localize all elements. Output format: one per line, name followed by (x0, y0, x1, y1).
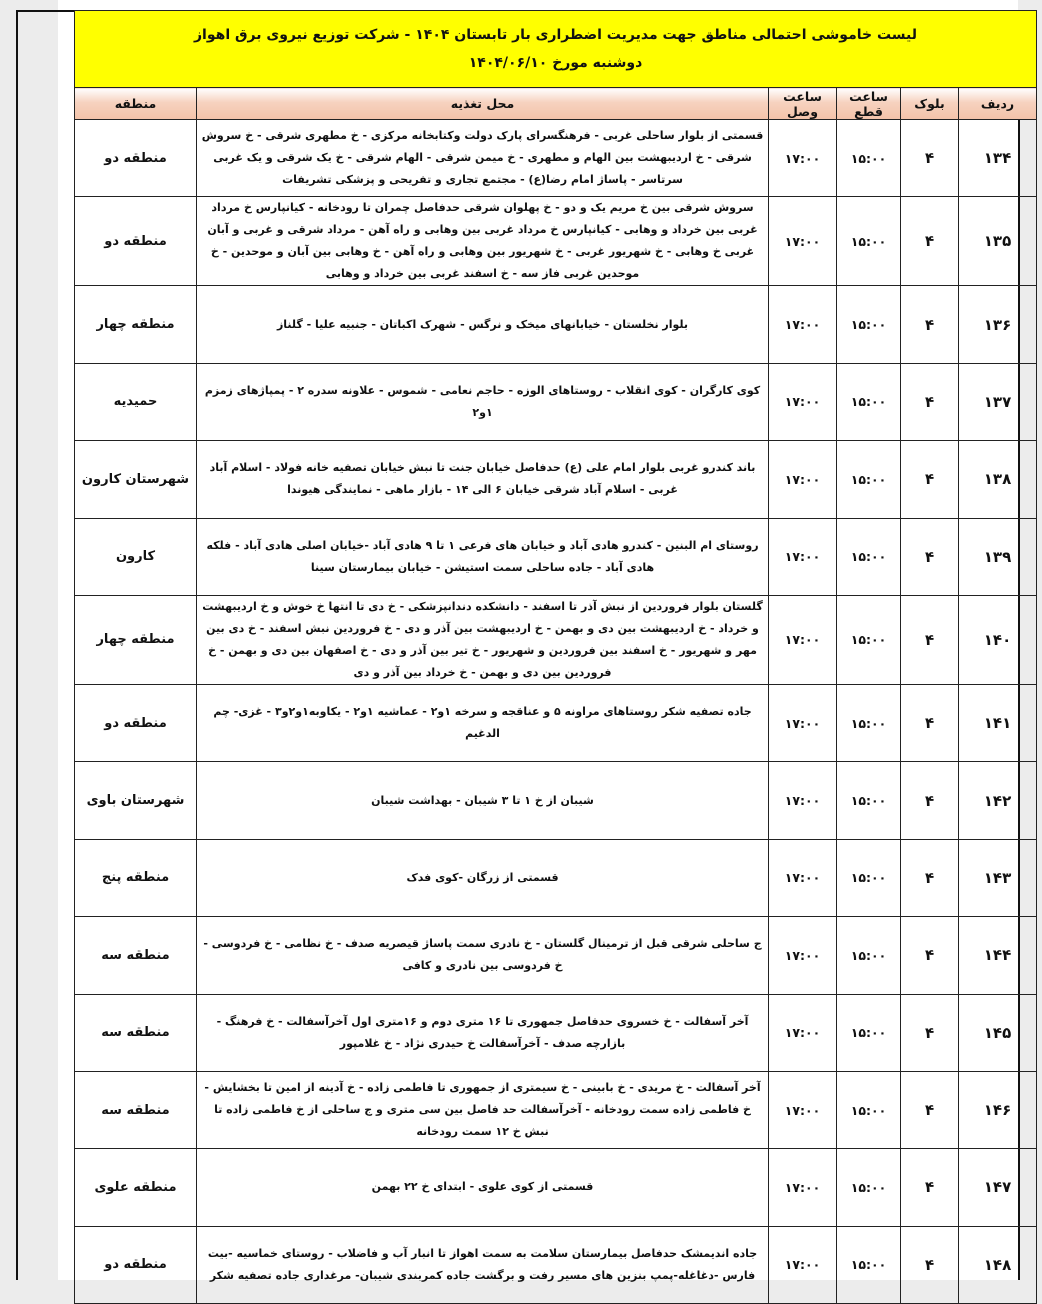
table-row (75, 120, 1037, 197)
row-number: ۱۴۳ (959, 839, 1037, 916)
header-connect-time: ساعت وصل (769, 88, 837, 120)
table-body (75, 120, 1037, 1304)
row-cut-time: ۱۵:۰۰ (837, 762, 901, 839)
row-cut-time: ۱۵:۰۰ (837, 120, 901, 197)
row-region: منطقه دو (75, 1226, 197, 1303)
row-block: ۴ (901, 441, 959, 518)
row-number: ۱۴۸ (959, 1226, 1037, 1303)
row-connect-time: ۱۷:۰۰ (769, 1071, 837, 1148)
row-cut-time: ۱۵:۰۰ (837, 1226, 901, 1303)
row-connect-time: ۱۷:۰۰ (769, 197, 837, 286)
row-block: ۴ (901, 1226, 959, 1303)
row-region: منطقه سه (75, 1071, 197, 1148)
row-block: ۴ (901, 839, 959, 916)
header-row (75, 88, 1037, 120)
row-location: قسمتی از کوی علوی - ابتدای خ ۲۲ بهمن (197, 1149, 769, 1226)
row-region: حمیدیه (75, 363, 197, 440)
row-block: ۴ (901, 286, 959, 363)
row-cut-time: ۱۵:۰۰ (837, 1149, 901, 1226)
row-region: منطقه دو (75, 197, 197, 286)
header-cut-time: ساعت قطع (837, 88, 901, 120)
row-number: ۱۴۷ (959, 1149, 1037, 1226)
row-number: ۱۴۰ (959, 595, 1037, 684)
row-location: کوی کارگران - کوی انقلاب - روستاهای الوزه - حاجم نعامی - شموس - علاونه سدره ۲ - پمپاژهای زمزم ۱و۲ (197, 363, 769, 440)
row-block: ۴ (901, 595, 959, 684)
row-region: منطقه سه (75, 917, 197, 994)
row-region: منطقه چهار (75, 286, 197, 363)
row-number: ۱۳۸ (959, 441, 1037, 518)
table-row (75, 684, 1037, 761)
title-row (75, 11, 1037, 88)
table-row (75, 762, 1037, 839)
row-location: شیبان از خ ۱ تا ۳ شیبان - بهداشت شیبان (197, 762, 769, 839)
row-location: بلوار نخلستان - خیابانهای میخک و نرگس - شهرک اکباتان - جنبیه علیا - گلناز (197, 286, 769, 363)
row-region: منطقه پنج (75, 839, 197, 916)
row-cut-time: ۱۵:۰۰ (837, 518, 901, 595)
row-region: شهرستان باوی (75, 762, 197, 839)
row-block: ۴ (901, 1071, 959, 1148)
row-number: ۱۴۶ (959, 1071, 1037, 1148)
title-date: دوشنبه مورخ ۱۴۰۴/۰۶/۱۰ (468, 55, 643, 71)
table-row (75, 917, 1037, 994)
row-number: ۱۳۵ (959, 197, 1037, 286)
row-cut-time: ۱۵:۰۰ (837, 197, 901, 286)
table-row (75, 1226, 1037, 1303)
table-row (75, 286, 1037, 363)
row-block: ۴ (901, 762, 959, 839)
table-row (75, 518, 1037, 595)
row-location: آخر آسفالت - خ مریدی - خ بابینی - خ سیمتری از جمهوری تا فاطمی زاده - خ آدینه از امین تا بخشایش - خ فاطمی زاده سمت رودخانه - آخرآسفالت حد فاصل بین سی متری و ج ساحلی از خ فاطمی زاده تا نبش خ ۱۲ سمت رودخانه (197, 1071, 769, 1148)
row-cut-time: ۱۵:۰۰ (837, 917, 901, 994)
row-region: منطقه سه (75, 994, 197, 1071)
table-row (75, 363, 1037, 440)
table-row (75, 994, 1037, 1071)
row-location: قسمتی از زرگان -کوی فدک (197, 839, 769, 916)
row-connect-time: ۱۷:۰۰ (769, 994, 837, 1071)
row-block: ۴ (901, 994, 959, 1071)
row-number: ۱۳۹ (959, 518, 1037, 595)
outage-table (74, 10, 1037, 1304)
row-cut-time: ۱۵:۰۰ (837, 839, 901, 916)
row-connect-time: ۱۷:۰۰ (769, 917, 837, 994)
row-connect-time: ۱۷:۰۰ (769, 762, 837, 839)
row-connect-time: ۱۷:۰۰ (769, 839, 837, 916)
row-connect-time: ۱۷:۰۰ (769, 441, 837, 518)
row-block: ۴ (901, 120, 959, 197)
table-row (75, 1149, 1037, 1226)
row-connect-time: ۱۷:۰۰ (769, 518, 837, 595)
row-location: آخر آسفالت - خ خسروی حدفاصل جمهوری تا ۱۶ متری دوم و ۱۶متری اول آخرآسفالت - خ فرهنگ - بازارچه صدف - آخرآسفالت خ حیدری نژاد - خ غلامپور (197, 994, 769, 1071)
row-number: ۱۳۴ (959, 120, 1037, 197)
header-block: بلوک (901, 88, 959, 120)
row-connect-time: ۱۷:۰۰ (769, 1226, 837, 1303)
row-cut-time: ۱۵:۰۰ (837, 363, 901, 440)
row-region: منطقه دو (75, 684, 197, 761)
title-line-1: لیست خاموشی احتمالی مناطق جهت مدیریت اضطراری بار تابستان ۱۴۰۴ - شرکت توزیع نیروی برق اهواز (194, 27, 918, 43)
header-location: محل تغذیه (197, 88, 769, 120)
row-block: ۴ (901, 518, 959, 595)
row-number: ۱۴۴ (959, 917, 1037, 994)
row-cut-time: ۱۵:۰۰ (837, 1071, 901, 1148)
row-block: ۴ (901, 684, 959, 761)
row-location: سروش شرقی بین خ مریم یک و دو - خ پهلوان شرقی حدفاصل چمران تا رودخانه - کیانپارس خ مرداد غربی بین خرداد و وهابی - کیانپارس خ مرداد غربی بین وهابی و راه آهن - مرداد شرقی و غربی و آبان غربی خ وهابی - خ شهریور غربی - خ شهریور بین وهابی و راه آهن - خ وهابی بین آبان و موحدین - خ موحدین غربی فاز سه - خ اسفند غربی بین خرداد و وهابی (197, 197, 769, 286)
row-connect-time: ۱۷:۰۰ (769, 120, 837, 197)
row-cut-time: ۱۵:۰۰ (837, 595, 901, 684)
table-row (75, 1071, 1037, 1148)
header-row-no: ردیف (959, 88, 1037, 120)
row-location: باند کندرو غربی بلوار امام علی (ع) حدفاصل خیابان جنت تا نبش خیابان تصفیه خانه فولاد - اسلام آباد غربی - اسلام آباد شرقی خیابان ۶ الی ۱۴ - بازار ماهی - نمایندگی هیوندا (197, 441, 769, 518)
table-row (75, 839, 1037, 916)
row-connect-time: ۱۷:۰۰ (769, 595, 837, 684)
row-cut-time: ۱۵:۰۰ (837, 441, 901, 518)
row-location: ج ساحلی شرقی قبل از ترمینال گلستان - خ نادری سمت پاساژ قیصریه صدف - خ نظامی - خ فردوسی - خ فردوسی بین نادری و کافی (197, 917, 769, 994)
row-location: جاده اندیمشک حدفاصل بیمارستان سلامت به سمت اهواز تا انبار آب و فاضلاب - روستای خماسیه -بیت فارس -دغاغله-پمپ بنزین های مسیر رفت و برگشت جاده کمربندی شیبان- مرغداری جاده تصفیه شکر (197, 1226, 769, 1303)
document-title (75, 11, 1037, 88)
row-connect-time: ۱۷:۰۰ (769, 684, 837, 761)
row-region: منطقه دو (75, 120, 197, 197)
row-number: ۱۴۲ (959, 762, 1037, 839)
row-block: ۴ (901, 917, 959, 994)
table-row (75, 441, 1037, 518)
row-location: قسمتی از بلوار ساحلی غربی - فرهنگسرای پارک دولت وکتابخانه مرکزی - خ مطهری شرقی - خ سروش شرقی - خ اردیبهشت بین الهام و مطهری - خ میمن شرقی - الهام شرقی - خ یک شرقی و یک غربی سرتاسر - پاساژ امام رضا(ع) - مجتمع تجاری و تفریحی و پزشکی تشریفات (197, 120, 769, 197)
row-cut-time: ۱۵:۰۰ (837, 994, 901, 1071)
row-number: ۱۴۵ (959, 994, 1037, 1071)
row-connect-time: ۱۷:۰۰ (769, 363, 837, 440)
row-region: منطقه علوی (75, 1149, 197, 1226)
row-location: جاده تصفیه شکر روستاهای مراونه ۵ و عناقجه و سرخه ۱و۲ - عماشیه ۱و۲ - یکاوبه۱و۲و۳ - غزی- چم الدغیم (197, 684, 769, 761)
row-connect-time: ۱۷:۰۰ (769, 286, 837, 363)
row-cut-time: ۱۵:۰۰ (837, 286, 901, 363)
row-region: شهرستان کارون (75, 441, 197, 518)
row-region: کارون (75, 518, 197, 595)
row-block: ۴ (901, 363, 959, 440)
row-cut-time: ۱۵:۰۰ (837, 684, 901, 761)
row-location: روستای ام البنین - کندرو هادی آباد و خیابان های فرعی ۱ تا ۹ هادی آباد -خیابان اصلی هادی آباد - فلکه هادی آباد - جاده ساحلی سمت استیشن - خیابان بیمارستان سینا (197, 518, 769, 595)
row-number: ۱۴۱ (959, 684, 1037, 761)
row-region: منطقه چهار (75, 595, 197, 684)
table-row (75, 595, 1037, 684)
row-location: گلستان بلوار فروردین از نبش آذر تا اسفند - دانشکده دندانپزشکی - خ دی تا انتها خ خوش و خ اردیبهشت و خرداد - خ اردیبهشت بین دی و بهمن - خ اردیبهشت بین آذر و دی - خ فروردین نبش اسفند - خ دی بین مهر و شهریور - خ اسفند بین فروردین و شهریور - خ تیر بین آذر و دی - خ اصفهان بین دی و بهمن - خ فروردین بین دی و بهمن - خ خرداد بین آذر و دی (197, 595, 769, 684)
header-region: منطقه (75, 88, 197, 120)
row-block: ۴ (901, 1149, 959, 1226)
table-row (75, 197, 1037, 286)
row-block: ۴ (901, 197, 959, 286)
row-number: ۱۳۶ (959, 286, 1037, 363)
row-number: ۱۳۷ (959, 363, 1037, 440)
row-connect-time: ۱۷:۰۰ (769, 1149, 837, 1226)
